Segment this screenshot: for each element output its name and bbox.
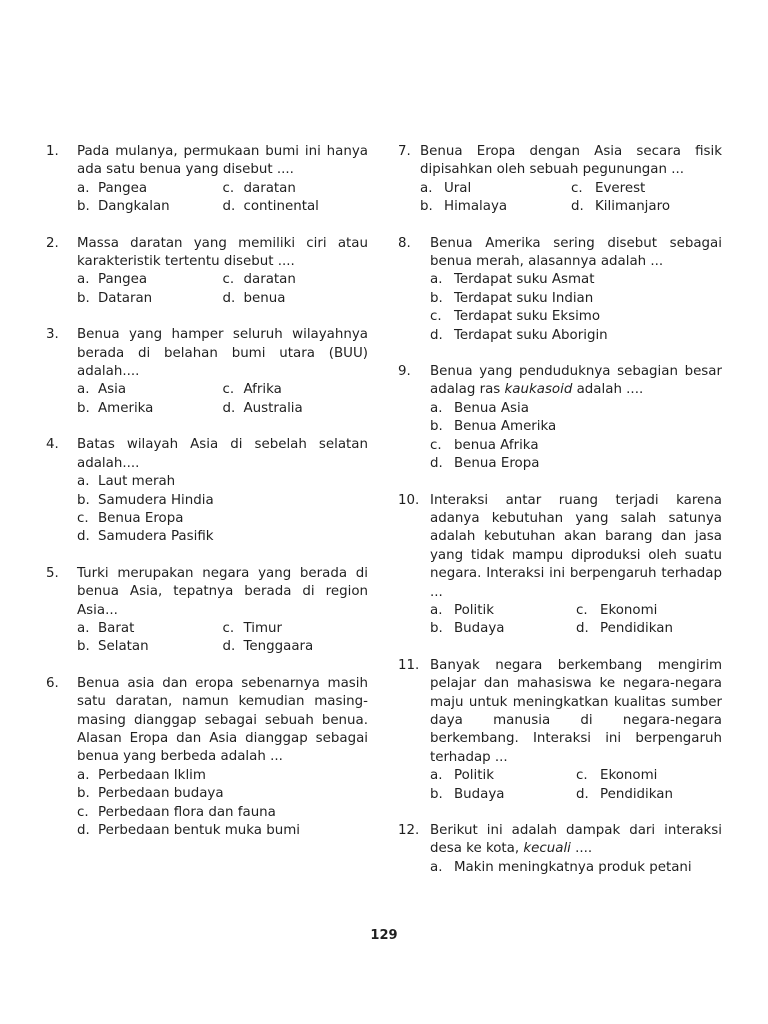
option-a: a. Barat xyxy=(77,620,135,636)
question-stem: Benua yang penduduknya sebagian besar adalag ras kaukasoid adalah .... xyxy=(430,364,722,398)
question-stem: Turki merupakan negara yang berada di benua Asia, tepatnya berada di region Asia... xyxy=(77,565,368,618)
option-d: d. continental xyxy=(222,199,319,215)
question-10 xyxy=(398,492,722,639)
question-stem: Berikut ini adalah dampak dari interaksi desa ke kota, kecuali .... xyxy=(430,823,722,857)
option-c: c. daratan xyxy=(222,272,296,288)
question-7 xyxy=(398,143,722,217)
question-number: 7. xyxy=(398,144,411,159)
question-number: 9. xyxy=(398,364,411,380)
option-b: b. Budaya xyxy=(430,786,505,802)
question-stem: Batas wilayah Asia di sebelah selatan adalah.... xyxy=(77,437,368,471)
option-b: b. Selatan xyxy=(77,639,149,655)
question-9 xyxy=(398,363,722,473)
question-12 xyxy=(398,822,722,877)
question-number: 2. xyxy=(46,235,59,251)
question-number: 3. xyxy=(46,327,59,343)
question-2 xyxy=(46,235,368,309)
option-b: b. Amerika xyxy=(77,400,154,416)
option-d: d. Pendidikan xyxy=(576,786,673,802)
answer-options xyxy=(77,381,368,418)
question-3 xyxy=(46,326,368,418)
question-number: 6. xyxy=(46,675,59,691)
option-c: c. Timur xyxy=(222,620,283,636)
option-c: c. benua Afrika xyxy=(430,437,539,453)
option-b: b. Benua Amerika xyxy=(430,419,557,435)
option-a: a. Pangea xyxy=(77,180,148,196)
option-c: c. Ekonomi xyxy=(576,602,658,618)
answer-options xyxy=(420,180,722,217)
italic-term: kecuali xyxy=(523,841,571,857)
option-c: c. Everest xyxy=(571,180,646,196)
option-c: c. Perbedaan flora dan fauna xyxy=(77,804,276,820)
question-stem: Pada mulanya, permukaan bumi ini hanya ada satu benua yang disebut .... xyxy=(77,144,368,178)
option-b: b. Himalaya xyxy=(420,199,508,215)
option-a: a. Perbedaan Iklim xyxy=(77,767,206,783)
option-a: a. Pangea xyxy=(77,272,148,288)
option-d: d. Kilimanjaro xyxy=(571,199,671,215)
italic-term: kaukasoid xyxy=(504,382,573,398)
question-1 xyxy=(46,143,368,217)
option-a: a. Laut merah xyxy=(77,474,176,490)
question-stem: Banyak negara berkembang mengirim pelajar dan mahasiswa ke negara-negara maju untuk meningkatkan kualitas sumber daya manusia di negara-negara berkembang. Interaksi ini berpengaruh terhadap ... xyxy=(430,657,722,765)
answer-options xyxy=(430,602,722,639)
answer-options xyxy=(430,271,722,345)
option-a: a. Makin meningkatnya produk petani xyxy=(430,859,692,875)
question-stem: Interaksi antar ruang terjadi karena adanya kebutuhan yang salah satunya adalah kebutuhan akan barang dan jasa yang tidak mampu diproduksi oleh suatu negara. Interaksi ini berpengaruh terhadap ... xyxy=(430,492,722,600)
option-a: a. Terdapat suku Asmat xyxy=(430,272,595,288)
question-stem: Benua Amerika sering disebut sebagai benua merah, alasannya adalah ... xyxy=(430,235,722,270)
question-number: 8. xyxy=(398,235,411,251)
option-c: c. Afrika xyxy=(222,382,282,398)
option-b: b. Perbedaan budaya xyxy=(77,786,224,802)
answer-options xyxy=(430,400,722,474)
question-6 xyxy=(46,675,368,841)
question-stem: Benua Eropa dengan Asia secara fisik dipisahkan oleh sebuah pegunungan ... xyxy=(420,144,722,178)
option-d: d. benua xyxy=(222,290,286,306)
answer-options xyxy=(430,767,722,804)
option-a: a. Ural xyxy=(420,180,472,196)
question-8 xyxy=(398,235,722,345)
answer-options xyxy=(77,767,368,841)
option-d: d. Pendidikan xyxy=(576,621,673,637)
option-c: c. daratan xyxy=(222,180,296,196)
option-d: d. Terdapat suku Aborigin xyxy=(430,327,608,343)
question-stem: Massa daratan yang memiliki ciri atau karakteristik tertentu disebut .... xyxy=(77,235,368,270)
question-11 xyxy=(398,657,722,804)
question-stem: Benua yang hamper seluruh wilayahnya berada di belahan bumi utara (BUU) adalah.... xyxy=(77,327,368,380)
option-d: d. Samudera Pasifik xyxy=(77,529,214,545)
page-number: 129 xyxy=(370,928,398,943)
question-number: 12. xyxy=(398,823,420,838)
option-c: c. Benua Eropa xyxy=(77,510,184,526)
option-a: a. Asia xyxy=(77,382,127,398)
option-a: a. Politik xyxy=(430,768,494,784)
option-c: c. Terdapat suku Eksimo xyxy=(430,309,601,325)
left-question-column xyxy=(46,143,368,858)
question-number: 4. xyxy=(46,437,59,453)
answer-options xyxy=(430,859,722,877)
option-a: a. Benua Asia xyxy=(430,400,529,416)
question-number: 10. xyxy=(398,492,420,508)
answer-options xyxy=(77,620,368,657)
question-5 xyxy=(46,565,368,657)
option-d: d. Australia xyxy=(222,400,303,416)
option-a: a. Politik xyxy=(430,602,494,618)
answer-options xyxy=(77,473,368,547)
option-c: c. Ekonomi xyxy=(576,768,658,784)
option-d: d. Benua Eropa xyxy=(430,456,540,472)
question-number: 11. xyxy=(398,657,420,673)
option-b: b. Dangkalan xyxy=(77,199,170,215)
option-d: d. Perbedaan bentuk muka bumi xyxy=(77,823,300,838)
question-number: 1. xyxy=(46,144,59,159)
option-b: b. Dataran xyxy=(77,290,153,306)
option-b: b. Terdapat suku Indian xyxy=(430,290,594,306)
option-b: b. Samudera Hindia xyxy=(77,492,214,508)
answer-options xyxy=(77,271,368,308)
right-question-column xyxy=(398,143,722,895)
question-4 xyxy=(46,436,368,546)
answer-options xyxy=(77,180,368,217)
question-number: 5. xyxy=(46,565,59,581)
option-b: b. Budaya xyxy=(430,621,505,637)
option-d: d. Tenggaara xyxy=(222,639,314,655)
question-stem: Benua asia dan eropa sebenarnya masih satu daratan, namun kemudian masing-masing dianggap sebagai sebuah benua. Alasan Eropa dan Asia dianggap sebagai benua yang berbeda adalah ... xyxy=(77,675,368,765)
